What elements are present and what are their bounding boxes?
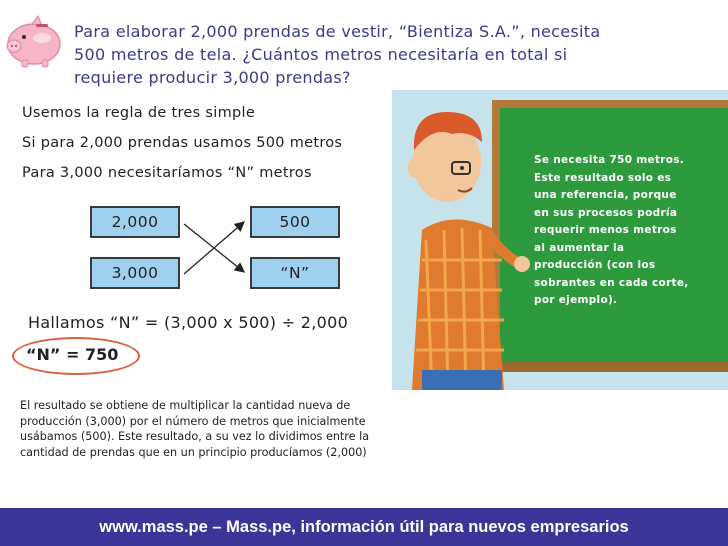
intro-line: Para 3,000 necesitaríamos “N” metros bbox=[22, 165, 312, 181]
blackboard-line: Se necesita 750 metros. bbox=[534, 154, 685, 166]
question-line: requiere producir 3,000 prendas? bbox=[74, 68, 351, 87]
explanation-text bbox=[20, 398, 412, 460]
explanation-line: cantidad de prendas que en un principio producíamos (2,000) bbox=[20, 445, 367, 459]
explanation-line: producción (3,000) por el número de metros que inicialmente bbox=[20, 414, 366, 428]
formula-text: Hallamos “N” = (3,000 x 500) ÷ 2,000 bbox=[28, 313, 349, 332]
intro-line: Si para 2,000 prendas usamos 500 metros bbox=[22, 135, 343, 151]
question-line: Para elaborar 2,000 prendas de vestir, “Bientiza S.A.”, necesita bbox=[74, 22, 601, 41]
question-line: 500 metros de tela. ¿Cuántos metros necesitaría en total si bbox=[74, 45, 568, 64]
explanation-line: El resultado se obtiene de multiplicar la cantidad nueva de bbox=[20, 399, 351, 412]
arrow-to-top-right bbox=[184, 222, 244, 274]
blackboard-line: requerir menos metros bbox=[534, 224, 677, 236]
explanation-line: usábamos (500). Este resultado, a su vez lo dividimos entre la bbox=[20, 430, 370, 443]
blackboard-line: Este resultado solo es bbox=[534, 171, 672, 184]
blackboard-line: una referencia, porque bbox=[534, 189, 677, 201]
blackboard-line: por ejemplo). bbox=[534, 294, 618, 306]
blackboard-line: sobrantes en cada corte, bbox=[534, 276, 689, 289]
value-box-bottom-right: “N” bbox=[250, 257, 340, 289]
blackboard-line: al aumentar la bbox=[534, 241, 625, 254]
piggy-bank-icon bbox=[2, 8, 64, 70]
value-box-bottom-left: 3,000 bbox=[90, 257, 180, 289]
blackboard-line: producción (con los bbox=[534, 259, 656, 271]
intro-line: Usemos la regla de tres simple bbox=[22, 105, 256, 121]
blackboard-text bbox=[534, 152, 714, 310]
problem-question bbox=[74, 20, 694, 89]
footer-bar: www.mass.pe – Mass.pe, información útil para nuevos empresarios bbox=[0, 508, 728, 546]
value-box-top-left: 2,000 bbox=[90, 206, 180, 238]
blackboard-line: en sus procesos podría bbox=[534, 206, 678, 219]
value-box-top-right: 500 bbox=[250, 206, 340, 238]
answer-text: “N” = 750 bbox=[26, 345, 119, 364]
cross-arrows bbox=[180, 206, 250, 291]
